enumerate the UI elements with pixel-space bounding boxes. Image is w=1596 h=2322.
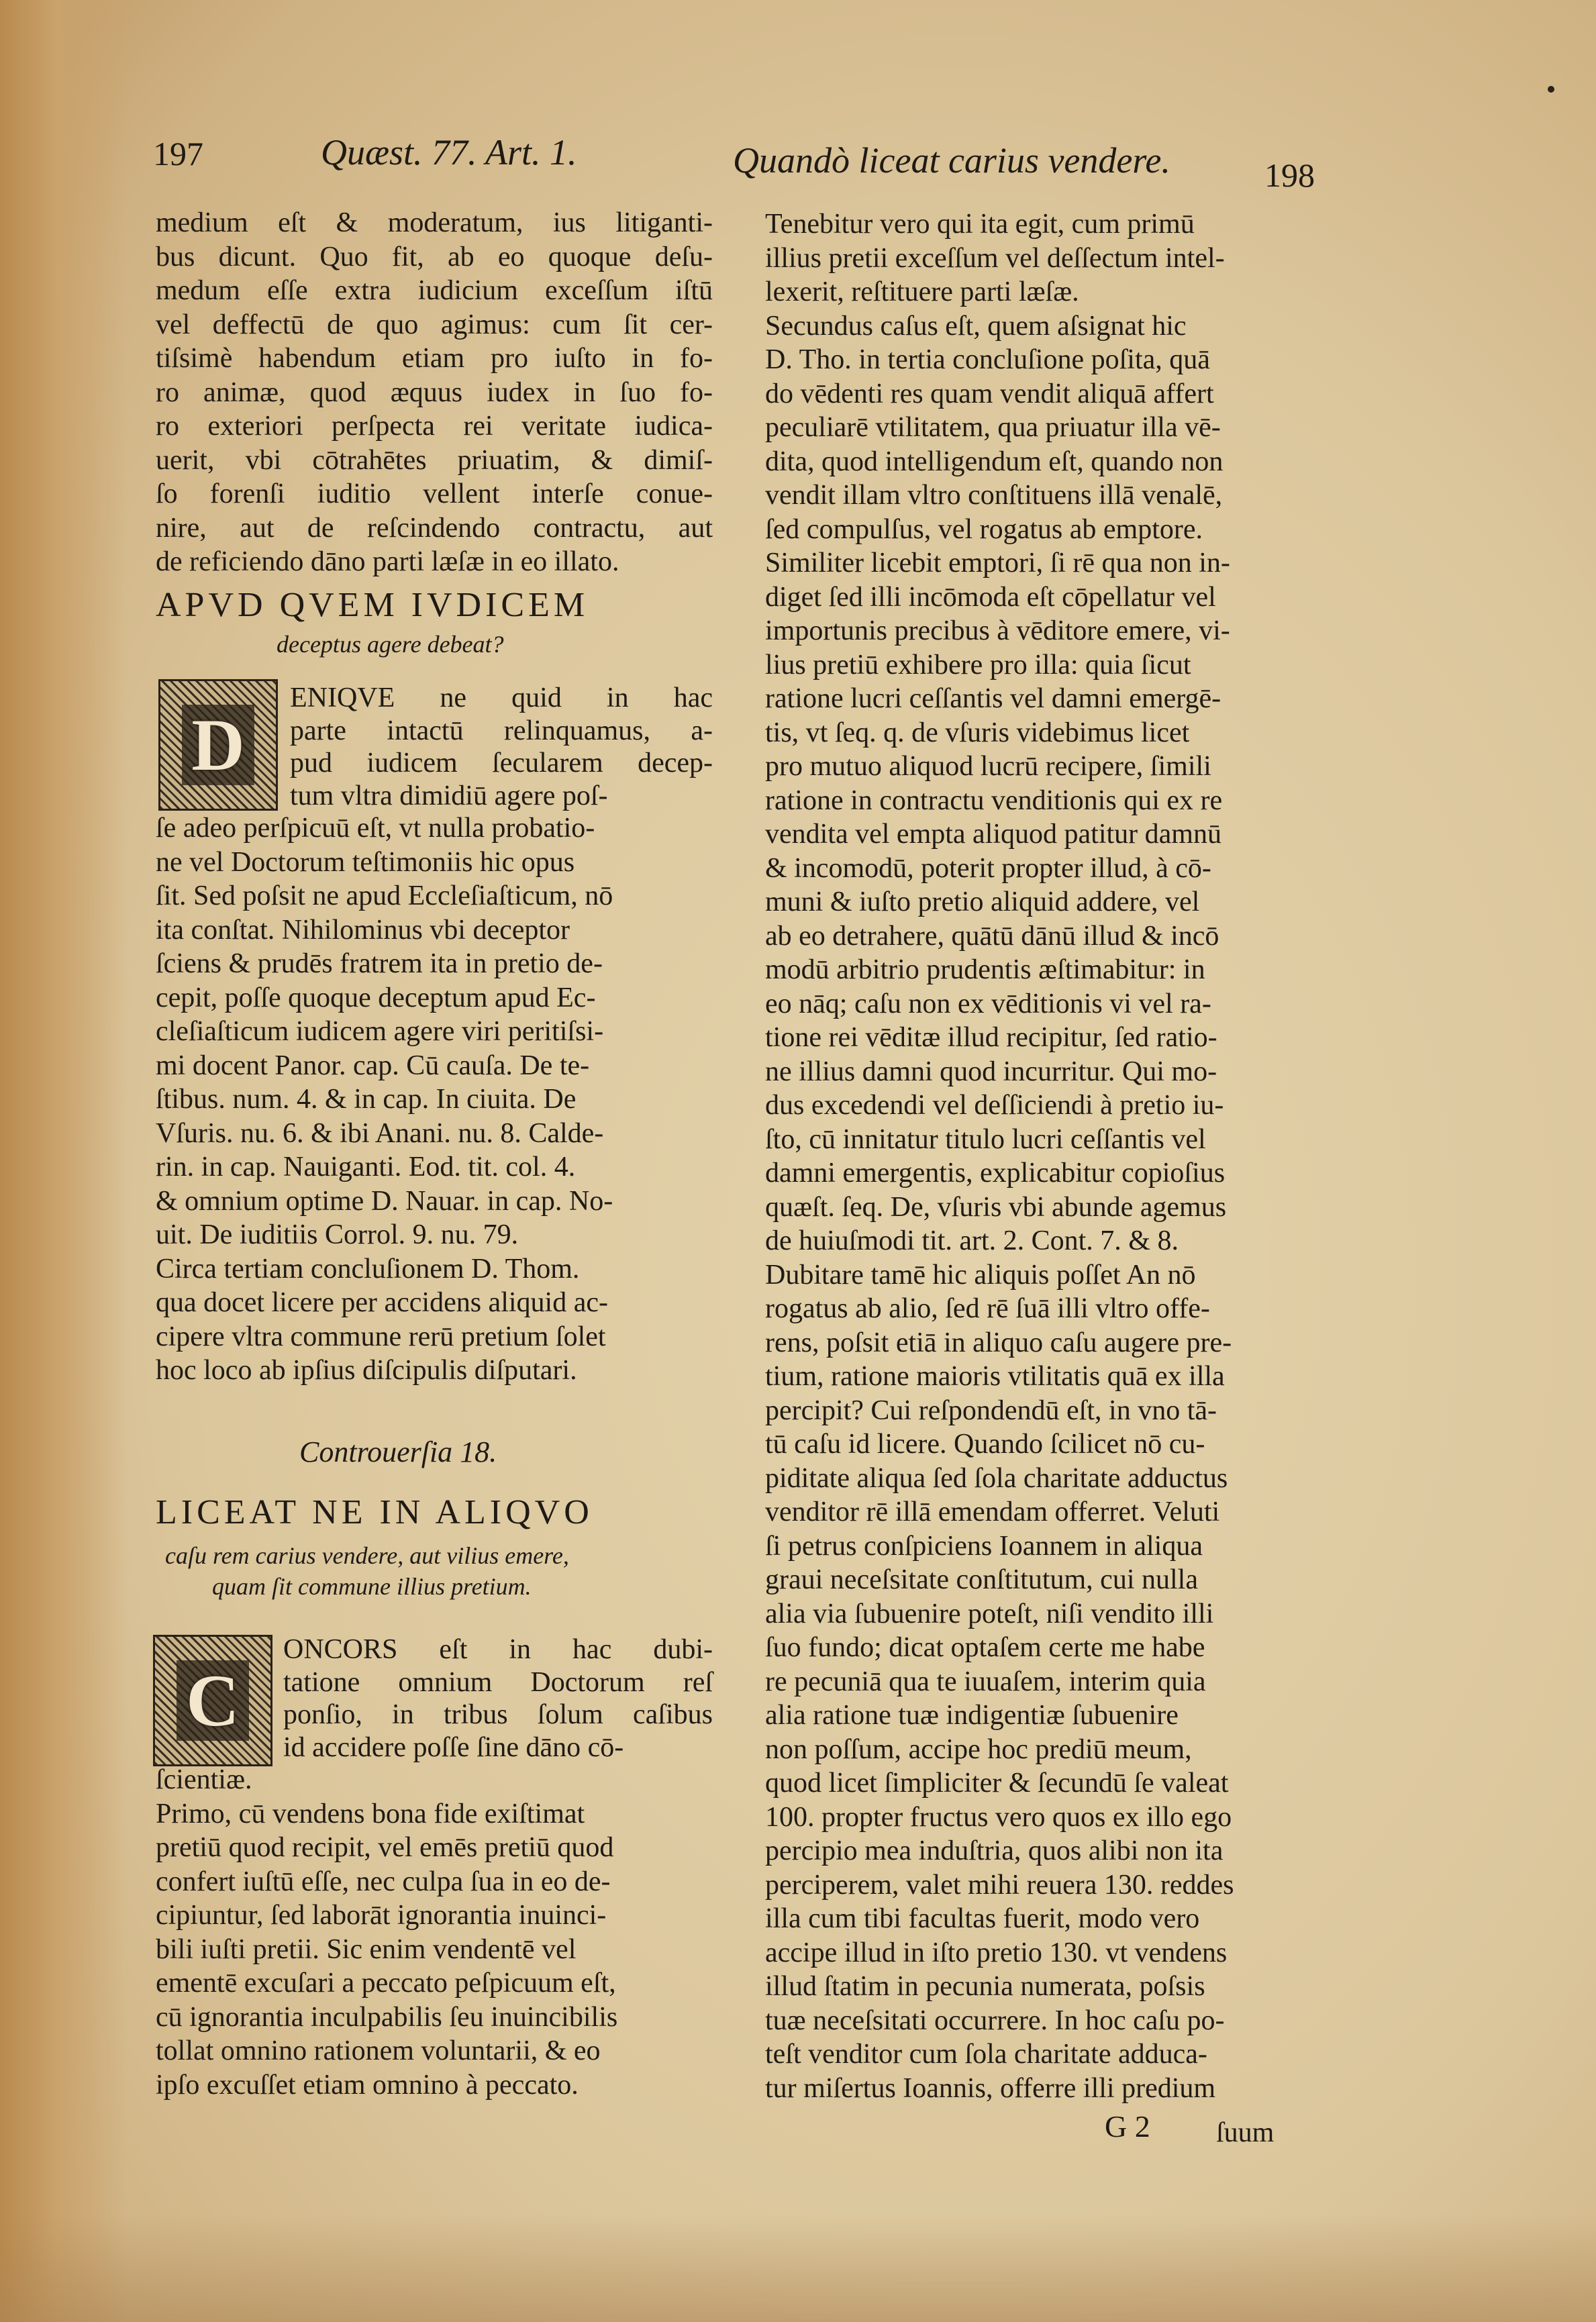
running-head-left: Quæst. 77. Art. 1.: [321, 132, 577, 172]
text-line: Circa tertiam concluſionem D. Thom.: [156, 1253, 580, 1284]
text-line: ſe adeo perſpicuū eſt, vt nulla probatio-: [156, 813, 595, 844]
text-line: tium, ratione maioris vtilitatis quā ex illa: [765, 1361, 1225, 1392]
text-line: cipere vltra commune rerū pretium ſolet: [156, 1321, 606, 1352]
text-line: tollat omnino rationem voluntarii, & eo: [156, 2035, 601, 2066]
text-line: ſit. Sed poſsit ne apud Eccleſiaſticum, nō: [156, 880, 613, 911]
text-line: peculiarē vtilitatem, qua priuatur illa vē-: [765, 412, 1221, 443]
section-heading-2: LICEAT NE IN ALIQVO: [156, 1493, 593, 1531]
catchword: ſuum: [1216, 2117, 1275, 2148]
text-line: ſcientiæ.: [156, 1764, 252, 1795]
text-line: mi docent Panor. cap. Cū cauſa. De te-: [156, 1050, 590, 1081]
text-line: damni emergentis, explicabitur copioſius: [765, 1158, 1226, 1189]
text-line: muni & iuſto pretio aliquid addere, vel: [765, 887, 1200, 917]
text-line: ſi petrus conſpiciens Ioannem in aliqua: [765, 1530, 1203, 1562]
text-line: uit. De iuditiis Corrol. 9. nu. 79.: [156, 1219, 519, 1250]
text-line: ratione lucri ceſſantis vel damni emergē-: [765, 683, 1221, 714]
text-line: alia ratione tuæ indigentiæ ſubuenire: [765, 1700, 1179, 1731]
text-line: graui neceſsitate conſtitutum, cui nulla: [765, 1564, 1198, 1595]
text-line: tione rei vēditæ illud recipitur, ſed ratio-: [765, 1022, 1217, 1053]
text-line: ſuo fundo; dicat optaſem certe me habe: [765, 1632, 1205, 1663]
text-line: & omnium optime D. Nauar. in cap. No-: [156, 1185, 613, 1217]
section-subheading-2b: quam ſit commune illius pretium.: [212, 1573, 532, 1600]
text-line: alia via ſubuenire poteſt, niſi vendito illi: [765, 1598, 1214, 1629]
text-line: ita conſtat. Nihilominus vbi deceptor: [156, 914, 570, 946]
text-line: tis, vt ſeq. q. de vſuris videbimus licet: [765, 717, 1190, 748]
text-line: percipit? Cui reſpondendū eſt, in vno tā-: [765, 1395, 1217, 1426]
text-line: ratione in contractu venditionis qui ex re: [765, 785, 1223, 816]
text-line: Primo, cū vendens bona fide exiſtimat: [156, 1798, 585, 1829]
text-line: tur miſertus Ioannis, offerre illi predium: [765, 2072, 1216, 2104]
text-line: cipiuntur, ſed laborāt ignorantia inuinci-: [156, 1900, 607, 1931]
running-head-right: Quandò liceat carius vendere.: [733, 140, 1170, 181]
text-line: dus excedendi vel deſſiciendi à pretio iu-: [765, 1090, 1224, 1121]
text-line: do vēdenti res quam vendit aliquā affert: [765, 378, 1214, 409]
text-line: cū ignorantia inculpabilis ſeu inuincibilis: [156, 2001, 618, 2033]
text-line: lius pretiū exhibere pro illa: quia ſicut: [765, 649, 1191, 680]
decorated-initial-d: D: [158, 679, 278, 811]
text-line: bus dicunt. Quo fit, ab eo quoque deſu-: [156, 241, 713, 272]
text-line: ſtibus. num. 4. & in cap. In ciuita. De: [156, 1084, 577, 1115]
page-bottom-shadow: [0, 2215, 1596, 2322]
text-line: eo nāq; caſu non ex vēditionis vi vel ra-: [765, 988, 1211, 1019]
text-line: rogatus ab alio, ſed rē ſuā illi vltro offe-: [765, 1293, 1210, 1324]
signature-mark: G 2: [1105, 2109, 1150, 2143]
page-number-right: 198: [1264, 156, 1315, 194]
text-line: cleſiaſticum iudicem agere viri peritiſsi-: [156, 1016, 604, 1047]
section-subheading-2a: caſu rem carius vendere, aut vilius emere,: [165, 1542, 569, 1569]
text-line: perciperem, valet mihi reuera 130. reddes: [765, 1869, 1234, 1901]
text-line: de huiuſmodi tit. art. 2. Cont. 7. & 8.: [765, 1225, 1179, 1256]
text-line: illud ſtatim in pecunia numerata, poſsis: [765, 1971, 1205, 2002]
ink-spot: [1548, 86, 1554, 93]
text-line: illius pretii exceſſum vel deſſectum intel-: [765, 242, 1225, 274]
text-line: rin. in cap. Nauiganti. Eod. tit. col. 4.: [156, 1152, 576, 1182]
text-line: hoc loco ab ipſius diſcipulis diſputari.: [156, 1355, 577, 1386]
text-line: ENIQVE ne quid in hac: [290, 683, 713, 713]
text-line: cepit, poſſe quoque deceptum apud Ec-: [156, 982, 596, 1013]
text-line: ſo forenſi iuditio vellent interſe conue-: [156, 478, 713, 509]
decorated-initial-c: C: [153, 1635, 272, 1766]
text-line: re pecuniā qua te iuuaſem, interim quia: [765, 1666, 1206, 1697]
text-line: venditor rē illā emendam offerret. Veluti: [765, 1497, 1220, 1527]
text-line: rens, poſsit etiā in aliquo caſu augere pre-: [765, 1327, 1232, 1358]
text-line: ne vel Doctorum teſtimoniis hic opus: [156, 846, 575, 878]
text-line: uerit, vbi cōtrahētes priuatim, & dimiſ-: [156, 444, 713, 476]
text-line: ſciens & prudēs fratrem ita in pretio de-: [156, 948, 603, 979]
text-line: Similiter licebit emptori, ſi rē qua non in-: [765, 548, 1230, 578]
text-line: ne illius damni quod incurritur. Qui mo-: [765, 1056, 1217, 1087]
text-line: pro mutuo aliquod lucrū recipere, ſimili: [765, 751, 1211, 782]
text-line: piditate aliqua ſed ſola charitate adductus: [765, 1462, 1228, 1494]
text-line: importunis precibus à vēditore emere, vi-: [765, 615, 1230, 646]
text-line: parte intactū relinquamus, a-: [290, 715, 713, 746]
text-line: tatione omnium Doctorum reſ: [283, 1666, 713, 1698]
text-line: tiſsimè habendum etiam pro iuſto in fo-: [156, 343, 713, 374]
section-heading-1: APVD QVEM IVDICEM: [156, 586, 589, 624]
text-line: medum eſſe extra iudicium exceſſum iſtū: [156, 275, 713, 306]
text-line: ipſo excuſſet etiam omnino à peccato.: [156, 2069, 579, 2101]
text-line: quæſt. ſeq. De, vſuris vbi abunde agemus: [765, 1191, 1227, 1223]
text-line: Secundus caſus eſt, quem aſsignat hic: [765, 310, 1187, 342]
text-line: vendit illam vltro conſtituens illā venalē,: [765, 480, 1223, 511]
text-line: diget ſed illi incōmoda eſt cōpellatur vel: [765, 581, 1216, 613]
page-edge-shadow: [0, 0, 128, 2322]
text-line: ementē excuſari a peccato peſpicuum eſt,: [156, 1968, 616, 1999]
text-line: bili iuſti pretii. Sic enim vendentē vel: [156, 1933, 577, 1965]
text-line: medium eſt & moderatum, ius litiganti-: [156, 207, 713, 238]
text-line: non poſſum, accipe hoc prediū meum,: [765, 1733, 1192, 1765]
text-line: modū arbitrio prudentis æſtimabitur: in: [765, 954, 1205, 985]
text-line: pretiū quod recipit, vel emēs pretiū quod: [156, 1832, 614, 1863]
text-line: ſto, cū innitatur titulo lucri ceſſantis vel: [765, 1123, 1206, 1155]
text-line: ponſio, in tribus ſolum caſibus: [283, 1699, 713, 1730]
text-line: ab eo detrahere, quātū dānū illud & incō: [765, 920, 1219, 952]
text-line: 100. propter fructus vero quos ex illo ego: [765, 1801, 1232, 1833]
text-line: tuæ neceſsitati occurrere. In hoc caſu po-: [765, 2005, 1225, 2036]
text-line: lexerit, reſtituere parti læſæ.: [765, 276, 1079, 307]
text-line: D. Tho. in tertia concluſione poſita, quā: [765, 344, 1210, 375]
text-line: ro exteriori perſpecta rei veritate iudica-: [156, 411, 713, 442]
text-line: qua docet licere per accidens aliquid ac-: [156, 1287, 608, 1318]
text-line: illa cum tibi facultas fuerit, modo vero: [765, 1903, 1200, 1934]
text-line: pud iudicem ſecularem decep-: [290, 748, 713, 778]
text-line: ro animæ, quod æquus iudex in ſuo fo-: [156, 376, 713, 408]
text-line: de reficiendo dāno parti læſæ in eo illato.: [156, 546, 619, 577]
text-line: accipe illud in iſto pretio 130. vt vendens: [765, 1937, 1228, 1968]
text-line: Dubitare tamē hic aliquis poſſet An nō: [765, 1259, 1196, 1291]
text-line: Vſuris. nu. 6. & ibi Anani. nu. 8. Calde-: [156, 1117, 604, 1149]
text-line: dita, quod intelligendum eſt, quando non: [765, 446, 1224, 477]
text-line: Tenebitur vero qui ita egit, cum primū: [765, 209, 1195, 240]
text-line: teſt venditor cum ſola charitate adduca-: [765, 2039, 1207, 2070]
text-line: percipio mea induſtria, quos alibi non ita: [765, 1835, 1224, 1866]
text-line: tū caſu id licere. Quando ſcilicet nō cu-: [765, 1429, 1205, 1460]
text-line: vendita vel empta aliquod patitur damnū: [765, 819, 1221, 850]
text-line: nire, aut de reſcindendo contractu, aut: [156, 512, 713, 544]
text-line: & incomodū, poterit propter illud, à cō-: [765, 852, 1211, 884]
page-number-left: 197: [153, 135, 203, 172]
section-subheading-1: deceptus agere debeat?: [277, 631, 504, 658]
text-line: ſed compulſus, vel rogatus ab emptore.: [765, 513, 1203, 545]
text-line: ONCORS eſt in hac dubi-: [283, 1634, 713, 1665]
text-line: vel deffectū de quo agimus: cum ſit cer-: [156, 309, 713, 340]
text-line: quod licet ſimpliciter & ſecundū ſe valeat: [765, 1768, 1229, 1799]
controversia-label: Controuerſia 18.: [299, 1435, 497, 1468]
text-line: confert iuſtū eſſe, nec culpa ſua in eo de-: [156, 1866, 611, 1897]
text-line: id accidere poſſe ſine dāno cō-: [283, 1731, 624, 1763]
text-line: tum vltra dimidiū agere poſ-: [290, 780, 608, 811]
